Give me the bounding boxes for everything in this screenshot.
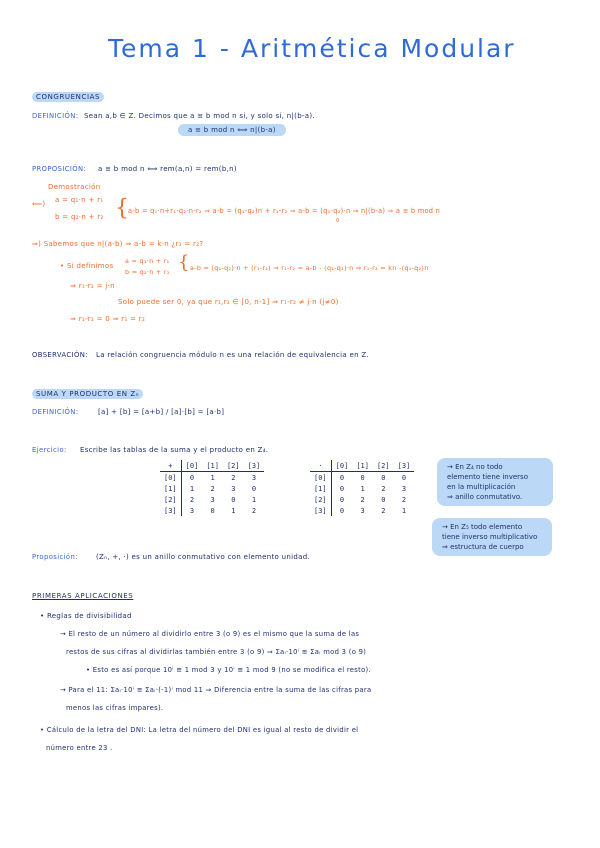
table-row xyxy=(160,505,264,516)
table-cell: 1 xyxy=(210,473,215,482)
table-cell: 3 xyxy=(401,484,407,493)
definition-label-2: DEFINICIÓN: xyxy=(32,408,79,416)
table-cell: [1] xyxy=(352,460,373,472)
table-row xyxy=(160,494,264,505)
table-cell: 1 xyxy=(251,495,257,504)
zero-note: 0 xyxy=(336,218,340,224)
bullet-line-2: restos de sus cifras al dividirlas también entre 3 (o 9) ⇒ Σaᵢ·10ⁱ ≡ Σaᵢ mod 3 (o 9) xyxy=(66,648,367,656)
table-cell: [1] xyxy=(202,460,223,472)
table-cell: 2 xyxy=(231,473,236,482)
note-line: ⇒ estructura de cuerpo xyxy=(442,543,524,551)
brace-icon-2: { xyxy=(178,252,190,273)
proof-line-5: ⇒ r₁-r₂ = 0 ⇒ r₁ = r₂ xyxy=(70,315,146,323)
proposition-text: a ≡ b mod n ⟺ rem(a,n) = rem(b,n) xyxy=(98,165,237,173)
proof-line-3: ⇒ r₁-r₂ = j·n xyxy=(70,282,115,290)
exercise-label: Ejercicio: xyxy=(32,446,67,454)
table-cell: 2 xyxy=(381,506,386,515)
exercise-text: Escribe las tablas de la suma y el producto en Z₄. xyxy=(80,446,269,454)
system-eq-a: a = q₁·n + r₁ xyxy=(55,196,104,204)
table-cell: 0 xyxy=(339,495,345,504)
table-cell: 0 xyxy=(360,473,365,482)
section-heading-suma: SUMA Y PRODUCTO EN Zₙ xyxy=(32,390,143,398)
table-cell: 3 xyxy=(251,473,257,482)
table-cell: + xyxy=(160,460,181,472)
table-row xyxy=(310,483,414,494)
table-cell: [0] xyxy=(310,472,331,484)
system-eq-a2: a = q₁·n + r₁ xyxy=(125,257,170,265)
proposition-text-2: (Zₙ, +, ·) es un anillo conmutativo con elemento unidad. xyxy=(96,553,310,561)
table-cell: 0 xyxy=(339,473,345,482)
table-row xyxy=(310,505,414,516)
note-line: → En Z₄ no todo xyxy=(447,463,503,471)
table-cell: 0 xyxy=(401,473,407,482)
table-cell: 2 xyxy=(189,495,195,504)
table-cell: 3 xyxy=(231,484,236,493)
table-row xyxy=(160,460,264,472)
demonstration-label: Demostración xyxy=(48,183,101,191)
table-cell: [2] xyxy=(223,460,244,472)
table-cell: [3] xyxy=(310,505,331,516)
table-row xyxy=(310,472,414,484)
proof-line-4: Solo puede ser 0, ya que r₁,r₂ ∈ [0, n-1] ⇒ r₁-r₂ ≠ j·n (j≠0) xyxy=(118,298,339,306)
definition-box: a ≡ b mod n ⟺ n|(b-a) xyxy=(178,126,286,134)
table-cell: 3 xyxy=(189,506,195,515)
table-cell: 1 xyxy=(231,506,236,515)
right-arrow-line: ⇒) Sabemos que n|(a-b) ⇒ a-b = k·n ¿r₁ = r₂? xyxy=(32,240,204,248)
table-cell: [2] xyxy=(310,494,331,505)
table-cell: [3] xyxy=(160,505,181,516)
table-cell: 2 xyxy=(401,495,407,504)
proof-chain-2: a-b = (q₁-q₂)·n + (r₁-r₂) ⇒ r₁-r₂ = a-b - (q₁-q₂)·n ⇒ r₁-r₂ = kn -(q₁-q₂)n xyxy=(190,264,429,272)
proposition-label: PROPOSICIÓN: xyxy=(32,165,87,173)
table-cell: [3] xyxy=(394,460,415,472)
page-title: Tema 1 - Aritmética Modular xyxy=(108,34,516,63)
note-line: → En Z₅ todo elemento xyxy=(442,523,523,531)
table-cell: 0 xyxy=(381,473,386,482)
table-row xyxy=(160,472,264,484)
table-cell: [2] xyxy=(373,460,394,472)
sum-table xyxy=(160,460,264,516)
table-row xyxy=(310,494,414,505)
table-cell: [1] xyxy=(160,483,181,494)
table-cell: 0 xyxy=(251,484,257,493)
table-cell: 1 xyxy=(360,484,365,493)
bullet-line-5: menos las cifras impares). xyxy=(66,704,164,712)
table-cell: 1 xyxy=(189,484,195,493)
table-row xyxy=(310,460,414,472)
proof-chain-1: a-b = q₁·n+r₁-q₂·n-r₂ ⇒ a-b = (q₁-q₂)n + r₁-r₂ ⇒ a-b = (q₁-q₂)·n ⇒ n|(b-a) ⇒ a ≡ b mod n xyxy=(128,207,441,215)
table-cell: [0] xyxy=(331,460,352,472)
table-cell: 2 xyxy=(251,506,257,515)
table-cell: [1] xyxy=(310,483,331,494)
note-box-z5 xyxy=(432,518,552,556)
table-cell: [0] xyxy=(160,472,181,484)
section-heading-congruencias: CONGRUENCIAS xyxy=(32,93,104,101)
bullet-dni-1: • Cálculo de la letra del DNI: La letra del número del DNI es igual al resto de dividir el xyxy=(40,726,359,734)
table-cell: 0 xyxy=(339,484,345,493)
table-cell: · xyxy=(310,460,331,472)
bullet-line-3: • Esto es así porque 10ⁱ ≡ 1 mod 3 y 10ⁱ ≡ 1 mod 9 (no se modifica el resto). xyxy=(86,666,371,674)
note-line: en la multiplicación xyxy=(447,483,516,491)
table-cell: 3 xyxy=(360,506,365,515)
product-table xyxy=(310,460,414,516)
if-define-label: • Si definimos xyxy=(60,262,114,270)
table-cell: 0 xyxy=(210,506,215,515)
bullet-line-1: → El resto de un número al dividirlo entre 3 (o 9) es el mismo que la suma de las xyxy=(60,630,360,638)
system-eq-b2: b = q₂·n + r₂ xyxy=(125,268,170,276)
system-eq-b: b = q₂·n + r₂ xyxy=(55,213,104,221)
observation-text: La relación congruencia módulo n es una relación de equivalencia en Z. xyxy=(96,351,369,359)
observation-label: OBSERVACIÓN: xyxy=(32,351,88,359)
table-row xyxy=(160,483,264,494)
proposition-label-2: Proposición: xyxy=(32,553,78,561)
table-cell: 2 xyxy=(381,484,386,493)
table-cell: [0] xyxy=(181,460,202,472)
note-line: elemento tiene inverso xyxy=(447,473,528,481)
table-cell: 3 xyxy=(210,495,215,504)
note-box-z4 xyxy=(437,458,553,506)
table-cell: 1 xyxy=(401,506,407,515)
table-cell: [2] xyxy=(160,494,181,505)
table-cell: 0 xyxy=(231,495,236,504)
left-arrow-label: ⟸) xyxy=(32,200,46,208)
definition-label: DEFINICIÓN: xyxy=(32,112,79,120)
note-line: tiene inverso multiplicativo xyxy=(442,533,538,541)
bullet-dni-2: número entre 23 . xyxy=(46,744,113,752)
brace-icon: { xyxy=(115,196,129,221)
table-cell: 0 xyxy=(189,473,195,482)
table-cell: 2 xyxy=(210,484,215,493)
table-cell: 0 xyxy=(381,495,386,504)
bullet-line-4: → Para el 11: Σaᵢ·10ⁱ ≡ Σaᵢ·(-1)ⁱ mod 11 ⇒ Diferencia entre la suma de las cifras para xyxy=(60,686,372,694)
note-line: ⇒ anillo conmutativo. xyxy=(447,493,523,501)
definition-text: Sean a,b ∈ Z. Decimos que a ≡ b mod n si, y solo si, n|(b-a). xyxy=(84,112,315,120)
table-cell: 0 xyxy=(339,506,345,515)
bullet-divisibility: • Reglas de divisibilidad xyxy=(40,612,132,620)
table-cell: 2 xyxy=(360,495,365,504)
section-heading-aplicaciones: PRIMERAS APLICACIONES xyxy=(32,592,134,600)
definition-text-2: [a] + [b] = [a+b] / [a]·[b] = [a·b] xyxy=(98,408,225,416)
table-cell: [3] xyxy=(244,460,265,472)
